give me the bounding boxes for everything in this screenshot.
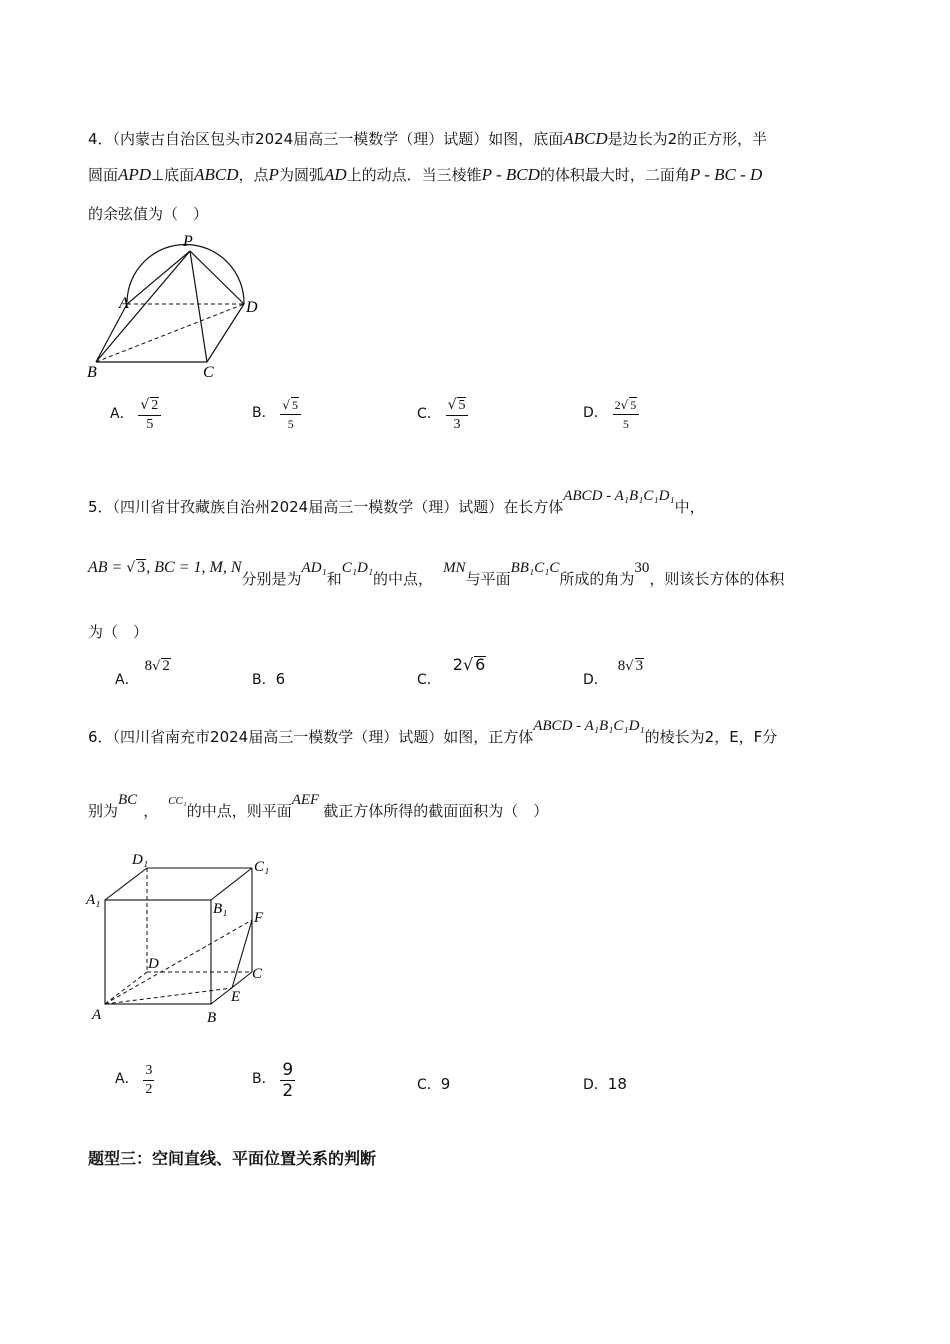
q5-option-b[interactable]: B．6 [252, 670, 286, 688]
q5-line-3: 为（ ） [88, 623, 149, 641]
fraction: $\frac{√ 5}{5}$ [280, 396, 301, 433]
fraction: $\frac{9}{2}$ [282, 1060, 294, 1101]
q6-line-2: 别为BC，CC₁的中点，则平面AEF截正方体所得的截面面积为（ ） [88, 792, 549, 820]
q4-option-d[interactable]: D． $\frac{2√ 5}{5}$ [583, 396, 639, 433]
q6-edge-b1c1 [211, 868, 252, 900]
q6-figure [84, 844, 284, 1029]
q4-line-1: 4．（内蒙古自治区包头市2024届高三一模数学（理）试题）如图，底面ABCD是边长为2的正方形，半 [88, 129, 768, 148]
q4-edge-cd [207, 304, 244, 362]
q6-line-af [105, 920, 252, 1004]
q4-label-d: D [246, 299, 258, 316]
q4-edge-pc [190, 251, 207, 362]
q4-option-c[interactable]: C． $\frac{√ 5}{3}$ [417, 396, 468, 434]
q4-semicircle-arc [127, 244, 244, 304]
q4-edge-pa [127, 251, 190, 304]
q6-edge-a1d1 [105, 868, 147, 900]
q4-line-2: 圆面APD⊥底面ABCD，点P为圆弧AD上的动点．当三棱锥P - BCD的体积最大时，二面角P - BC - D [88, 165, 763, 184]
q6-option-a[interactable]: A． $\frac{3}{2}$ [115, 1063, 153, 1097]
q5-option-a[interactable]: A．8√ 2 [115, 658, 170, 688]
fraction: $\frac{2√ 5}{5}$ [613, 396, 640, 433]
q6-line-ae [105, 988, 232, 1004]
q4-label-a: A [119, 295, 129, 312]
q6-label-b1: B₁ [213, 901, 228, 917]
q5-option-d[interactable]: D．8√ 3 [583, 658, 644, 688]
q4-label-p: P [183, 233, 193, 250]
q4-figure [84, 232, 274, 382]
q5-line-1: 5．（四川省甘孜藏族自治州2024届高三一模数学（理）试题）在长方体ABCD - A₁B₁C₁D₁中， [88, 488, 705, 516]
q4-edge-ab [96, 304, 127, 362]
q6-label-c: C [252, 966, 263, 982]
q4-line-3: 的余弦值为（ ） [88, 205, 209, 223]
q4-edge-pd [190, 251, 244, 304]
q6-label-d1: D₁ [132, 852, 149, 868]
section-heading: 题型三：空间直线、平面位置关系的判断 [88, 1149, 377, 1168]
q6-label-c1: C₁ [254, 859, 270, 875]
q4-option-a[interactable]: A． $\frac{√ 2}{5}$ [110, 396, 161, 434]
q4-label-b: B [87, 364, 97, 381]
q6-number: 6． [88, 728, 113, 746]
q4-option-b[interactable]: B． $\frac{√ 5}{5}$ [252, 396, 301, 433]
q4-label-c: C [203, 364, 214, 381]
q6-label-d: D [148, 956, 159, 972]
q5-line-2: AB = √ 3, BC = 1, M, N分别是为AD₁和C₁D₁的中点，MN与平面BB₁C₁C所成的角为30，则该长方体的体积 [88, 559, 785, 588]
q6-label-e: E [231, 989, 241, 1005]
q6-line-1: 6．（四川省南充市2024届高三一模数学（理）试题）如图，正方体ABCD - A₁B₁C₁D₁的棱长为2，E，F分 [88, 718, 778, 746]
q4-number: 4． [88, 130, 113, 148]
q6-option-c[interactable]: C．9 [417, 1075, 451, 1093]
q4-edge-bd [96, 304, 244, 362]
q6-label-a1: A₁ [86, 892, 101, 908]
q6-front-face [105, 900, 211, 1004]
q6-label-b: B [207, 1010, 217, 1026]
q5-number: 5． [88, 498, 113, 516]
fraction: $\frac{√ 5}{3}$ [446, 396, 469, 434]
q6-option-b[interactable]: B． $\frac{9}{2}$ [252, 1060, 294, 1101]
q6-label-a: A [92, 1007, 102, 1023]
fraction: $\frac{√ 2}{5}$ [138, 396, 161, 434]
q4-edge-pb [96, 251, 190, 362]
q6-label-f: F [254, 910, 264, 926]
q5-option-c[interactable]: C．2√ 6 [417, 655, 486, 688]
q6-option-d[interactable]: D．18 [583, 1075, 627, 1093]
fraction: $\frac{3}{2}$ [145, 1063, 153, 1097]
